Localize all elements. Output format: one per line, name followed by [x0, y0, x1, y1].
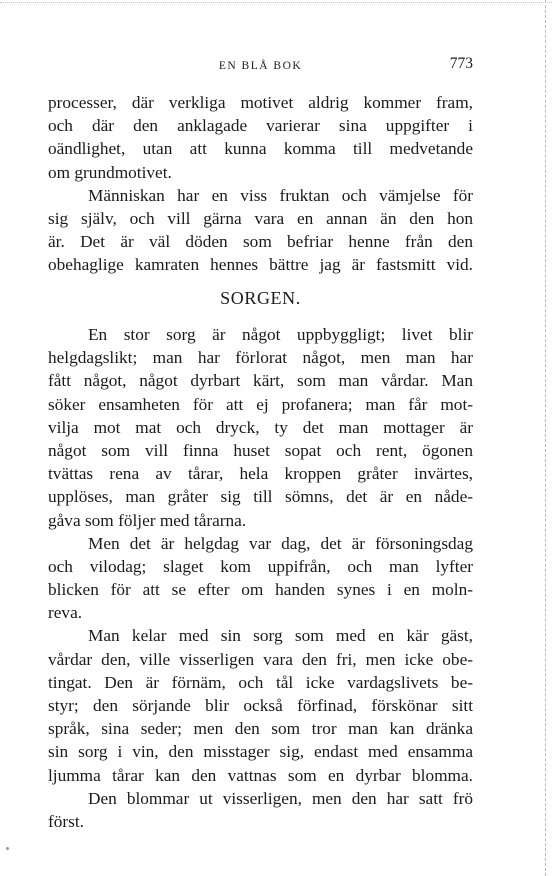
text-line: En stor sorg är något uppbyggligt; livet blir [88, 325, 473, 344]
section-title: SORGEN. [220, 288, 301, 308]
text-line: och vilodag; slaget kom uppifrån, och man lyfter [48, 556, 473, 576]
paper-speck [6, 847, 9, 850]
text-line: språk, sina seder; men den som tror man kan dränka [48, 719, 473, 739]
text-line: om grundmotivet. [48, 162, 172, 182]
text-line: och där den anklagade varierar sina uppgifter i [48, 116, 473, 136]
text-line: obehaglige kamraten hennes bättre jag är fastsmitt vid. [48, 255, 473, 275]
text-line: tvättas rena av tårar, hela kroppen gråter invärtes, [48, 464, 473, 484]
text-line: styr; den sörjande blir också förfinad, förskönar sitt [48, 696, 473, 715]
paragraph-block-intro [48, 91, 473, 277]
page-number: 773 [449, 55, 473, 72]
text-line: ljumma tårar kan den vattnas som en dyrbar blomma. [48, 765, 473, 785]
text-line: sig själv, och vill gärna vara en annan än den hon [48, 208, 473, 228]
text-line: oändlighet, utan att kunna komma till medvetande [48, 139, 473, 159]
text-line: tingat. Den är förnäm, och tål icke vardagslivets be- [48, 672, 473, 692]
text-line: processer, där verkliga motivet aldrig kommer fram, [48, 93, 473, 112]
text-line: sin sorg i vin, den misstager sig, endast med ensamma [48, 742, 473, 762]
page-header [48, 52, 473, 76]
page-right-edge [545, 0, 546, 876]
text-line: Man kelar med sin sorg som med en kär gäst, [88, 626, 473, 646]
text-line: är. Det är väl döden som befriar henne från den [48, 232, 473, 252]
text-line: reva. [48, 603, 83, 623]
text-line: först. [48, 811, 84, 831]
text-line: vilja mot mat och dryck, ty det man mottager är [48, 417, 473, 437]
text-line: blicken för att se efter om handen synes i en moln- [48, 580, 473, 600]
page-top-edge [0, 2, 552, 3]
text-line: vårdar den, ville visserligen vara den fri, men icke obe- [48, 649, 473, 669]
text-line: helgdagslikt; man har förlorat något, men man har [48, 348, 473, 368]
text-line: söker ensamheten för att ej profanera; man får mot- [48, 394, 473, 414]
text-line: Men det är helgdag var dag, det är försoningsdag [88, 533, 473, 553]
running-head: EN BLÅ BOK [218, 60, 303, 72]
text-line: Den blommar ut visserligen, men den har satt frö [88, 788, 473, 808]
text-line: gåva som följer med tårarna. [48, 510, 247, 530]
text-line: Människan har en viss fruktan och vämjelse för [88, 185, 473, 205]
paragraph-block-sorgen [48, 323, 473, 833]
text-line: fått något, något dyrbart kärt, som man vårdar. Man [48, 371, 473, 391]
text-line: något som vill finna huset sopat och rent, ögonen [48, 440, 473, 460]
text-line: upplöses, man gråter sig till sömns, det är en nåde- [48, 487, 473, 507]
